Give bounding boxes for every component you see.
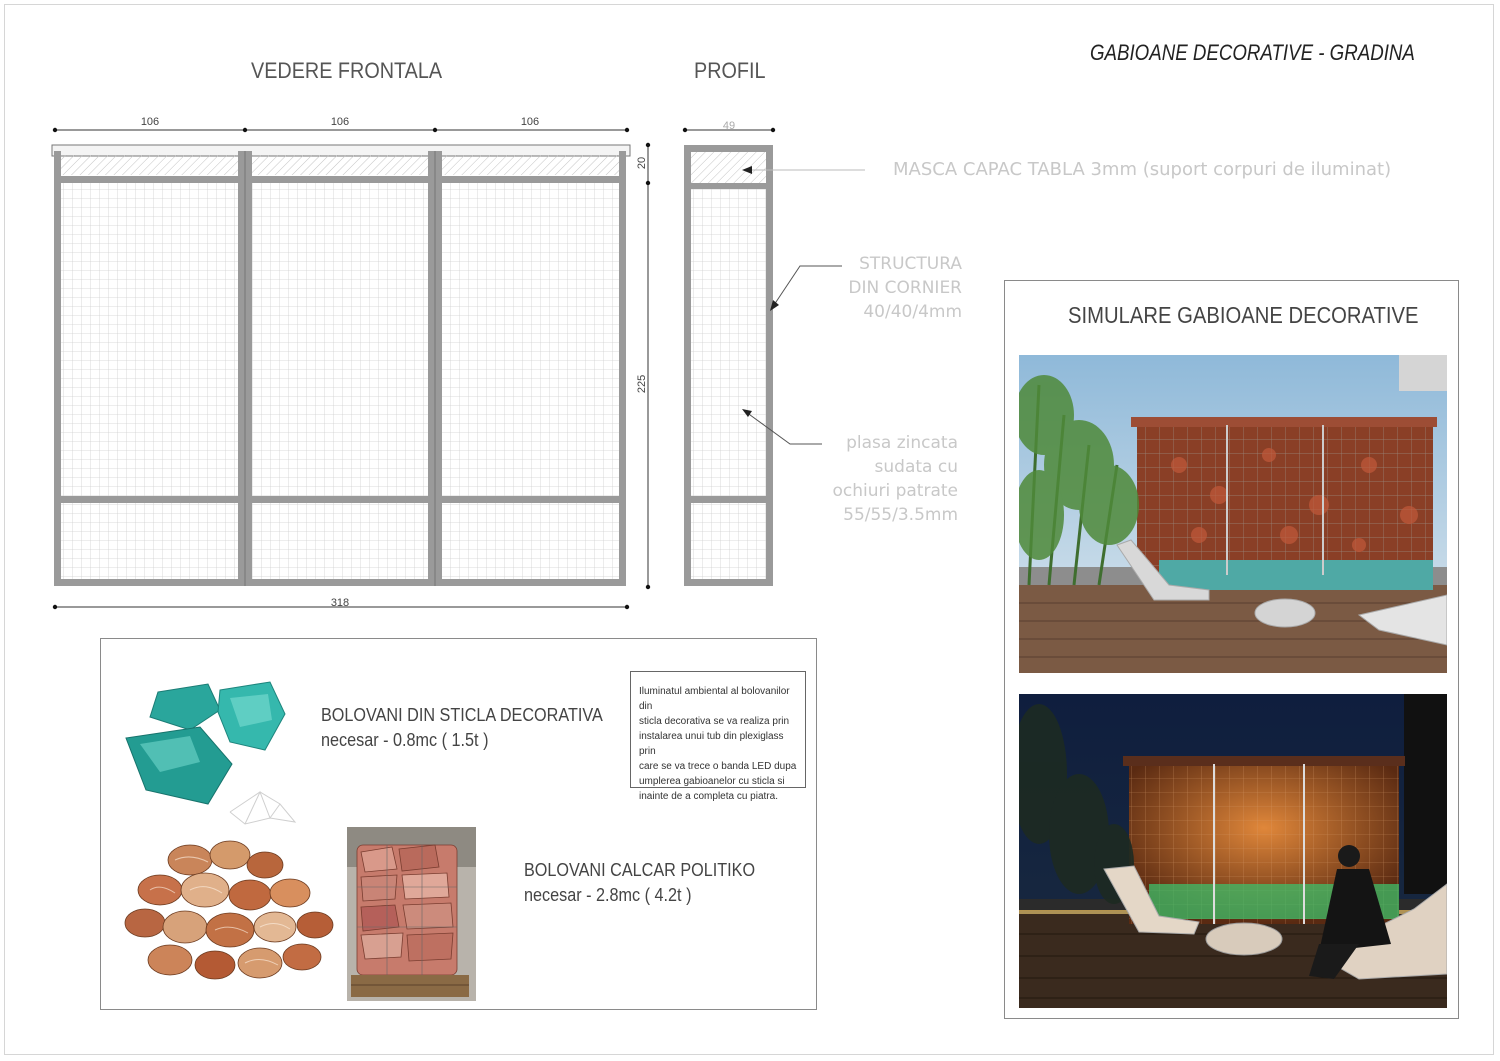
dimension-top <box>53 116 629 132</box>
simulation-title: SIMULARE GABIOANE DECORATIVE <box>1068 302 1419 328</box>
limestone-quantity: necesar - 2.8mc ( 4.2t ) <box>524 885 692 905</box>
glass-boulders-image <box>120 672 310 832</box>
mesh-annotation: plasa zincata sudata cu ochiuri patrate 55/55/3.5mm <box>832 433 958 525</box>
dim-top-band: 20 <box>636 156 648 170</box>
dimension-height <box>636 143 650 589</box>
front-view-title: VEDERE FRONTALA <box>251 58 443 83</box>
glass-boulders-title: BOLOVANI DIN STICLA DECORATIVA <box>321 705 603 725</box>
front-view-frame <box>52 145 630 586</box>
night-render-image <box>1019 694 1447 1008</box>
main-title: GABIOANE DECORATIVE - GRADINA <box>1090 40 1415 65</box>
lighting-note: Iluminatul ambiental al bolovanilor din sticla decorativa se va realiza prin instalarea unui tub din plexiglass prin care se va trece o banda LED dupa umplerea gabioanelor cu sticla si inainte de a completa cu piatra. <box>630 671 806 788</box>
dim-segment-1: 106 <box>140 116 160 128</box>
dim-total: 318 <box>330 597 350 609</box>
glass-boulders-quantity: necesar - 0.8mc ( 1.5t ) <box>321 730 489 750</box>
dim-segment-3: 106 <box>520 116 540 128</box>
day-render-image <box>1019 355 1447 673</box>
dim-height: 225 <box>636 374 648 394</box>
dim-profile-width: 49 <box>722 120 736 132</box>
dimension-bottom <box>53 597 629 609</box>
limestone-gabion-image <box>347 827 476 1001</box>
limestone-title: BOLOVANI CALCAR POLITIKO <box>524 860 756 880</box>
structure-annotation: STRUCTURA DIN CORNIER 40/40/4mm <box>848 254 962 322</box>
mask-annotation: MASCA CAPAC TABLA 3mm (suport corpuri de iluminat) <box>893 159 1392 180</box>
profile-view-title: PROFIL <box>694 58 766 83</box>
profile-view-frame <box>683 120 775 586</box>
limestone-pebbles-image <box>120 835 345 990</box>
dim-segment-2: 106 <box>330 116 350 128</box>
